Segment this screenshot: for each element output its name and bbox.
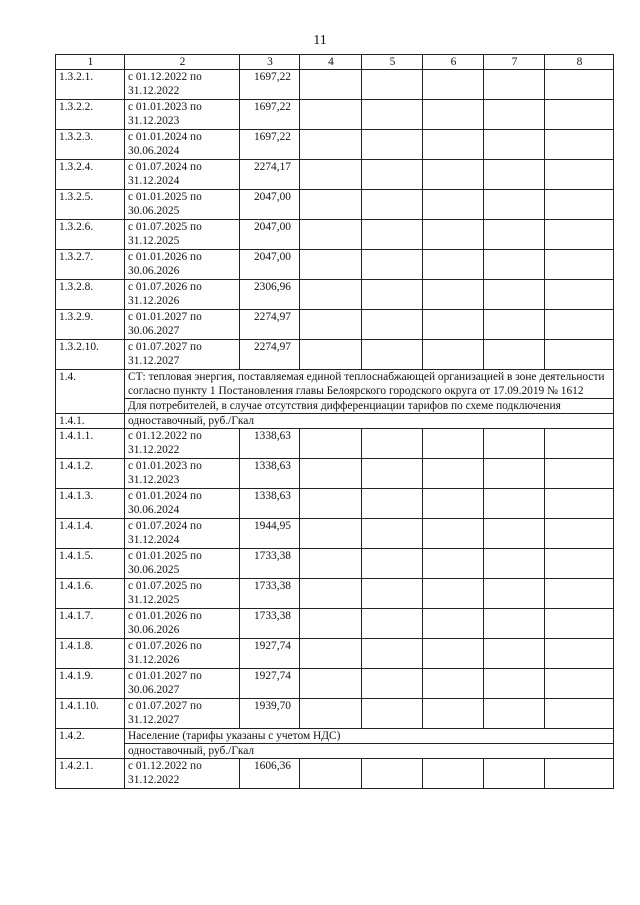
period-cell: с 01.01.2024 по 30.06.2024 bbox=[125, 130, 240, 160]
empty-cell bbox=[362, 100, 423, 130]
subsection-label-cell: одноставочный, руб./Гкал bbox=[125, 414, 614, 429]
empty-cell bbox=[545, 280, 614, 310]
empty-cell bbox=[423, 220, 484, 250]
empty-cell bbox=[362, 489, 423, 519]
empty-cell bbox=[362, 160, 423, 190]
tariff-value-cell: 1338,63 bbox=[240, 429, 300, 459]
empty-cell bbox=[362, 190, 423, 220]
empty-cell bbox=[362, 429, 423, 459]
row-number-cell: 1.4.1.10. bbox=[56, 699, 125, 729]
tariff-value-cell: 1927,74 bbox=[240, 639, 300, 669]
header-cell: 3 bbox=[240, 55, 300, 70]
empty-cell bbox=[423, 280, 484, 310]
row-number-cell: 1.4.1.8. bbox=[56, 639, 125, 669]
row-number-cell: 1.3.2.1. bbox=[56, 70, 125, 100]
period-cell: с 01.01.2026 по 30.06.2026 bbox=[125, 609, 240, 639]
row-number-cell: 1.3.2.2. bbox=[56, 100, 125, 130]
row-number-cell: 1.4.2. bbox=[56, 729, 125, 759]
section-subtitle-cell: Для потребителей, в случае отсутствия дифференциации тарифов по схеме подключения bbox=[125, 399, 614, 414]
empty-cell bbox=[300, 609, 362, 639]
row-number-cell: 1.3.2.9. bbox=[56, 310, 125, 340]
empty-cell bbox=[545, 429, 614, 459]
empty-cell bbox=[300, 759, 362, 789]
empty-cell bbox=[300, 489, 362, 519]
empty-cell bbox=[545, 250, 614, 280]
empty-cell bbox=[484, 609, 545, 639]
row-number-cell: 1.4.1. bbox=[56, 414, 125, 429]
empty-cell bbox=[423, 489, 484, 519]
period-cell: с 01.07.2026 по 31.12.2026 bbox=[125, 280, 240, 310]
empty-cell bbox=[300, 190, 362, 220]
row-number-cell: 1.4.1.7. bbox=[56, 609, 125, 639]
tariff-value-cell: 2274,97 bbox=[240, 340, 300, 370]
period-cell: с 01.07.2027 по 31.12.2027 bbox=[125, 699, 240, 729]
empty-cell bbox=[545, 639, 614, 669]
empty-cell bbox=[300, 669, 362, 699]
subsection-row bbox=[56, 414, 614, 429]
empty-cell bbox=[484, 429, 545, 459]
subsection-subtitle-row bbox=[56, 744, 614, 759]
table-row bbox=[56, 130, 614, 160]
period-cell: с 01.01.2027 по 30.06.2027 bbox=[125, 310, 240, 340]
header-cell: 2 bbox=[125, 55, 240, 70]
empty-cell bbox=[423, 100, 484, 130]
empty-cell bbox=[362, 639, 423, 669]
empty-cell bbox=[300, 160, 362, 190]
row-number-cell: 1.3.2.5. bbox=[56, 190, 125, 220]
period-cell: с 01.01.2023 по 31.12.2023 bbox=[125, 100, 240, 130]
period-cell: с 01.01.2024 по 30.06.2024 bbox=[125, 489, 240, 519]
table-row bbox=[56, 220, 614, 250]
table-row bbox=[56, 699, 614, 729]
empty-cell bbox=[423, 250, 484, 280]
section-row bbox=[56, 370, 614, 399]
empty-cell bbox=[545, 489, 614, 519]
empty-cell bbox=[484, 310, 545, 340]
row-number-cell: 1.4.1.2. bbox=[56, 459, 125, 489]
header-cell: 4 bbox=[300, 55, 362, 70]
period-cell: с 01.07.2025 по 31.12.2025 bbox=[125, 220, 240, 250]
empty-cell bbox=[545, 519, 614, 549]
empty-cell bbox=[484, 130, 545, 160]
empty-cell bbox=[484, 549, 545, 579]
tariff-value-cell: 1927,74 bbox=[240, 669, 300, 699]
empty-cell bbox=[484, 489, 545, 519]
empty-cell bbox=[362, 130, 423, 160]
empty-cell bbox=[545, 70, 614, 100]
empty-cell bbox=[484, 759, 545, 789]
empty-cell bbox=[484, 639, 545, 669]
empty-cell bbox=[362, 340, 423, 370]
table-row bbox=[56, 190, 614, 220]
empty-cell bbox=[362, 549, 423, 579]
empty-cell bbox=[300, 310, 362, 340]
tariff-value-cell: 1697,22 bbox=[240, 130, 300, 160]
empty-cell bbox=[423, 429, 484, 459]
empty-cell bbox=[300, 579, 362, 609]
table-row bbox=[56, 549, 614, 579]
period-cell: с 01.01.2025 по 30.06.2025 bbox=[125, 549, 240, 579]
table-row bbox=[56, 250, 614, 280]
period-cell: с 01.01.2023 по 31.12.2023 bbox=[125, 459, 240, 489]
header-cell: 7 bbox=[484, 55, 545, 70]
empty-cell bbox=[545, 549, 614, 579]
empty-cell bbox=[545, 310, 614, 340]
tariff-value-cell: 1697,22 bbox=[240, 70, 300, 100]
empty-cell bbox=[423, 130, 484, 160]
row-number-cell: 1.4.1.5. bbox=[56, 549, 125, 579]
empty-cell bbox=[362, 250, 423, 280]
row-number-cell: 1.4.1.3. bbox=[56, 489, 125, 519]
empty-cell bbox=[300, 699, 362, 729]
empty-cell bbox=[362, 459, 423, 489]
page-number: 11 bbox=[313, 33, 327, 48]
header-cell: 5 bbox=[362, 55, 423, 70]
empty-cell bbox=[423, 160, 484, 190]
row-number-cell: 1.3.2.6. bbox=[56, 220, 125, 250]
empty-cell bbox=[545, 130, 614, 160]
table-row bbox=[56, 310, 614, 340]
row-number-cell: 1.4.1.4. bbox=[56, 519, 125, 549]
row-number-cell: 1.3.2.7. bbox=[56, 250, 125, 280]
table-row bbox=[56, 579, 614, 609]
empty-cell bbox=[423, 340, 484, 370]
header-row bbox=[56, 55, 614, 70]
subsection-row bbox=[56, 729, 614, 744]
table-row bbox=[56, 70, 614, 100]
empty-cell bbox=[423, 609, 484, 639]
empty-cell bbox=[362, 609, 423, 639]
row-number-cell: 1.3.2.8. bbox=[56, 280, 125, 310]
empty-cell bbox=[484, 519, 545, 549]
empty-cell bbox=[362, 310, 423, 340]
table-row bbox=[56, 609, 614, 639]
empty-cell bbox=[545, 759, 614, 789]
period-cell: с 01.01.2027 по 30.06.2027 bbox=[125, 669, 240, 699]
period-cell: с 01.01.2026 по 30.06.2026 bbox=[125, 250, 240, 280]
table-row bbox=[56, 459, 614, 489]
tariff-value-cell: 2047,00 bbox=[240, 190, 300, 220]
empty-cell bbox=[484, 160, 545, 190]
period-cell: с 01.12.2022 по 31.12.2022 bbox=[125, 70, 240, 100]
tariff-value-cell: 1939,70 bbox=[240, 699, 300, 729]
tariff-value-cell: 2047,00 bbox=[240, 220, 300, 250]
empty-cell bbox=[300, 459, 362, 489]
empty-cell bbox=[362, 70, 423, 100]
tariff-value-cell: 1944,95 bbox=[240, 519, 300, 549]
tariff-value-cell: 1733,38 bbox=[240, 579, 300, 609]
table-row bbox=[56, 519, 614, 549]
empty-cell bbox=[362, 280, 423, 310]
empty-cell bbox=[484, 190, 545, 220]
tariff-value-cell: 1338,63 bbox=[240, 489, 300, 519]
row-number-cell: 1.4.2.1. bbox=[56, 759, 125, 789]
empty-cell bbox=[423, 639, 484, 669]
empty-cell bbox=[423, 759, 484, 789]
empty-cell bbox=[423, 190, 484, 220]
empty-cell bbox=[484, 459, 545, 489]
table-row bbox=[56, 669, 614, 699]
empty-cell bbox=[484, 250, 545, 280]
empty-cell bbox=[423, 519, 484, 549]
row-number-cell: 1.4.1.6. bbox=[56, 579, 125, 609]
empty-cell bbox=[300, 100, 362, 130]
empty-cell bbox=[484, 280, 545, 310]
row-number-cell: 1.3.2.4. bbox=[56, 160, 125, 190]
empty-cell bbox=[484, 340, 545, 370]
header-cell: 6 bbox=[423, 55, 484, 70]
tariff-value-cell: 1697,22 bbox=[240, 100, 300, 130]
table-row bbox=[56, 639, 614, 669]
row-number-cell: 1.3.2.3. bbox=[56, 130, 125, 160]
empty-cell bbox=[423, 70, 484, 100]
period-cell: с 01.07.2026 по 31.12.2026 bbox=[125, 639, 240, 669]
empty-cell bbox=[300, 220, 362, 250]
empty-cell bbox=[362, 220, 423, 250]
empty-cell bbox=[545, 160, 614, 190]
period-cell: с 01.07.2024 по 31.12.2024 bbox=[125, 519, 240, 549]
empty-cell bbox=[300, 130, 362, 160]
tariff-value-cell: 1733,38 bbox=[240, 609, 300, 639]
empty-cell bbox=[545, 579, 614, 609]
empty-cell bbox=[362, 579, 423, 609]
empty-cell bbox=[300, 70, 362, 100]
empty-cell bbox=[545, 220, 614, 250]
empty-cell bbox=[362, 699, 423, 729]
period-cell: с 01.12.2022 по 31.12.2022 bbox=[125, 759, 240, 789]
tariff-table bbox=[55, 54, 614, 789]
section-title-cell: СТ: тепловая энергия, поставляемая единой теплоснабжающей организацией в зоне деятельности согласно пункту 1 Постановления главы Белоярского городского округа от 17.09.2019 № 1612 bbox=[125, 370, 614, 399]
period-cell: с 01.07.2024 по 31.12.2024 bbox=[125, 160, 240, 190]
row-number-cell: 1.4.1.1. bbox=[56, 429, 125, 459]
empty-cell bbox=[545, 340, 614, 370]
tariff-value-cell: 2274,17 bbox=[240, 160, 300, 190]
table-row bbox=[56, 759, 614, 789]
table-row bbox=[56, 160, 614, 190]
row-number-cell: 1.4. bbox=[56, 370, 125, 414]
header-cell: 1 bbox=[56, 55, 125, 70]
table-row bbox=[56, 429, 614, 459]
empty-cell bbox=[484, 579, 545, 609]
table-row bbox=[56, 280, 614, 310]
empty-cell bbox=[545, 190, 614, 220]
header-cell: 8 bbox=[545, 55, 614, 70]
period-cell: с 01.07.2027 по 31.12.2027 bbox=[125, 340, 240, 370]
tariff-value-cell: 2274,97 bbox=[240, 310, 300, 340]
tariff-value-cell: 1606,36 bbox=[240, 759, 300, 789]
period-cell: с 01.12.2022 по 31.12.2022 bbox=[125, 429, 240, 459]
empty-cell bbox=[300, 250, 362, 280]
empty-cell bbox=[300, 429, 362, 459]
tariff-value-cell: 1338,63 bbox=[240, 459, 300, 489]
empty-cell bbox=[362, 519, 423, 549]
empty-cell bbox=[423, 549, 484, 579]
empty-cell bbox=[423, 310, 484, 340]
empty-cell bbox=[545, 609, 614, 639]
period-cell: с 01.07.2025 по 31.12.2025 bbox=[125, 579, 240, 609]
empty-cell bbox=[300, 549, 362, 579]
tariff-value-cell: 1733,38 bbox=[240, 549, 300, 579]
tariff-value-cell: 2306,96 bbox=[240, 280, 300, 310]
empty-cell bbox=[423, 459, 484, 489]
empty-cell bbox=[300, 639, 362, 669]
empty-cell bbox=[545, 699, 614, 729]
table-row bbox=[56, 100, 614, 130]
tariff-value-cell: 2047,00 bbox=[240, 250, 300, 280]
table-row bbox=[56, 489, 614, 519]
empty-cell bbox=[423, 669, 484, 699]
empty-cell bbox=[484, 100, 545, 130]
empty-cell bbox=[545, 100, 614, 130]
section-subtitle-row bbox=[56, 399, 614, 414]
empty-cell bbox=[300, 340, 362, 370]
period-cell: с 01.01.2025 по 30.06.2025 bbox=[125, 190, 240, 220]
subsection-title-cell: Население (тарифы указаны с учетом НДС) bbox=[125, 729, 614, 744]
empty-cell bbox=[362, 669, 423, 699]
empty-cell bbox=[545, 669, 614, 699]
empty-cell bbox=[484, 699, 545, 729]
empty-cell bbox=[362, 759, 423, 789]
empty-cell bbox=[484, 70, 545, 100]
empty-cell bbox=[300, 519, 362, 549]
empty-cell bbox=[423, 579, 484, 609]
row-number-cell: 1.3.2.10. bbox=[56, 340, 125, 370]
empty-cell bbox=[484, 669, 545, 699]
table-row bbox=[56, 340, 614, 370]
empty-cell bbox=[545, 459, 614, 489]
row-number-cell: 1.4.1.9. bbox=[56, 669, 125, 699]
subsection-subtitle-cell: одноставочный, руб./Гкал bbox=[125, 744, 614, 759]
empty-cell bbox=[484, 220, 545, 250]
empty-cell bbox=[423, 699, 484, 729]
empty-cell bbox=[300, 280, 362, 310]
